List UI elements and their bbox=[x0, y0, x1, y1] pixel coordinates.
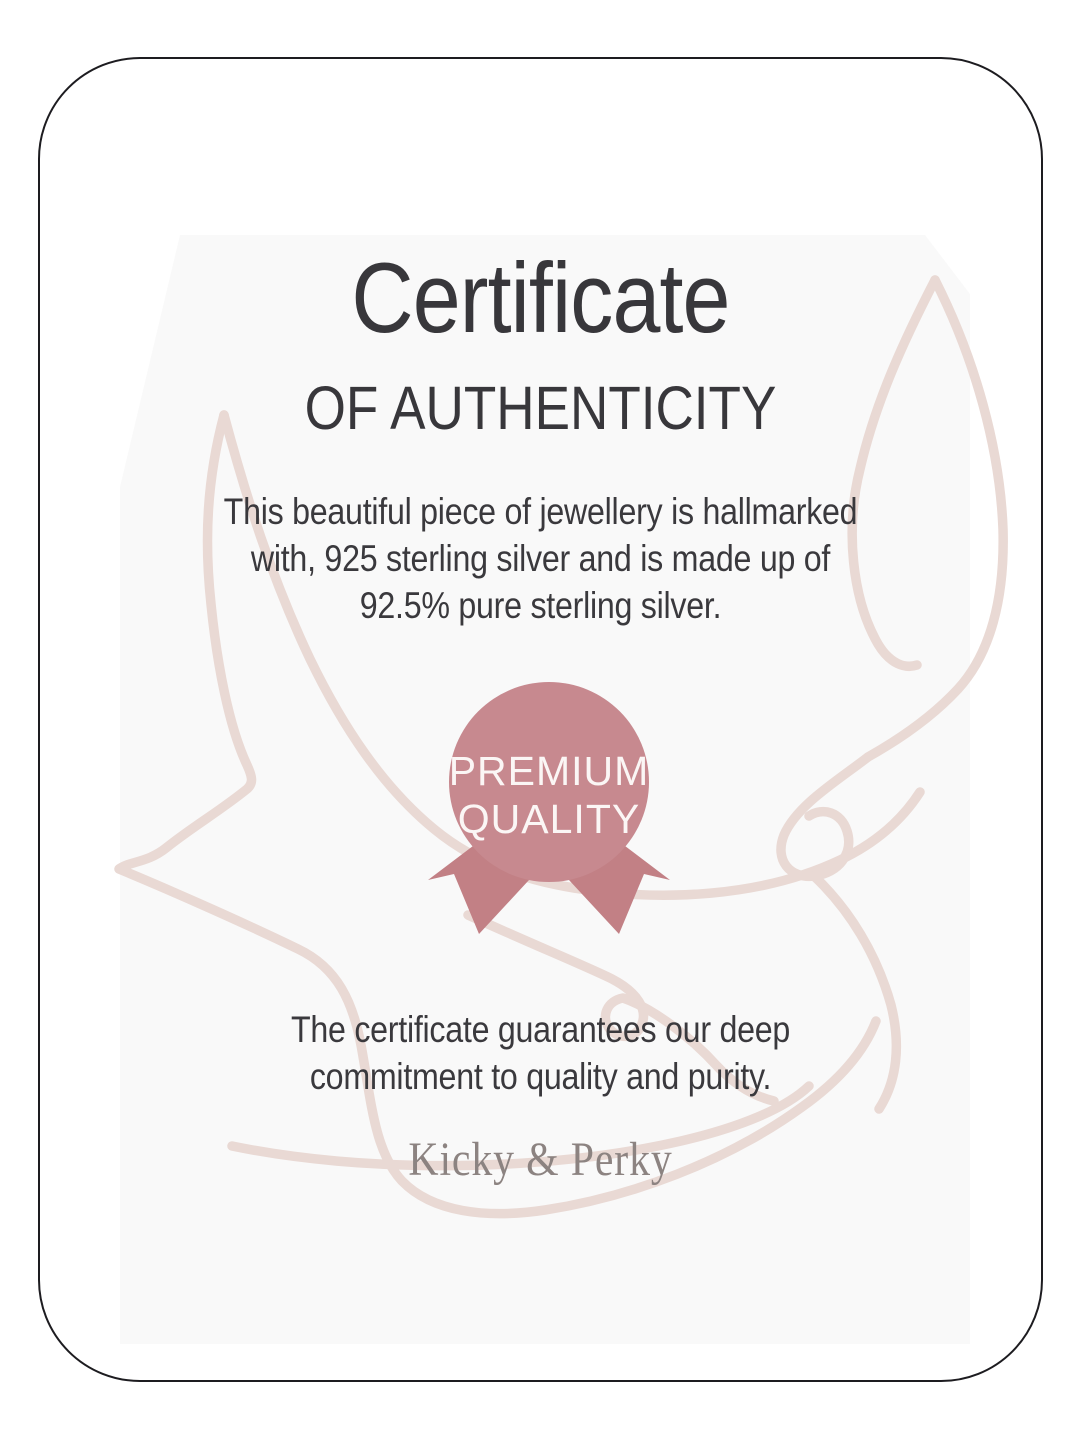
body-line-3: 92.5% pure sterling silver. bbox=[359, 585, 722, 626]
badge-text-line1: PREMIUM bbox=[448, 748, 650, 794]
certificate-card bbox=[38, 57, 1043, 1382]
footer-line-1: The certificate guarantees our deep bbox=[290, 1009, 791, 1050]
certificate-subtitle: OF AUTHENTICITY bbox=[304, 374, 777, 442]
certificate-content bbox=[40, 59, 1041, 1380]
certificate-footer-text bbox=[105, 1006, 976, 1100]
brand-signature: Kicky & Perky bbox=[408, 1133, 673, 1186]
body-line-2: with, 925 sterling silver and is made up of bbox=[250, 538, 831, 579]
badge-text-line2: QUALITY bbox=[457, 796, 641, 842]
certificate-title: Certificate bbox=[351, 242, 730, 353]
body-line-1: This beautiful piece of jewellery is hallmarked bbox=[223, 491, 858, 532]
footer-line-2: commitment to quality and purity. bbox=[309, 1056, 772, 1097]
certificate-body-text bbox=[105, 488, 976, 629]
